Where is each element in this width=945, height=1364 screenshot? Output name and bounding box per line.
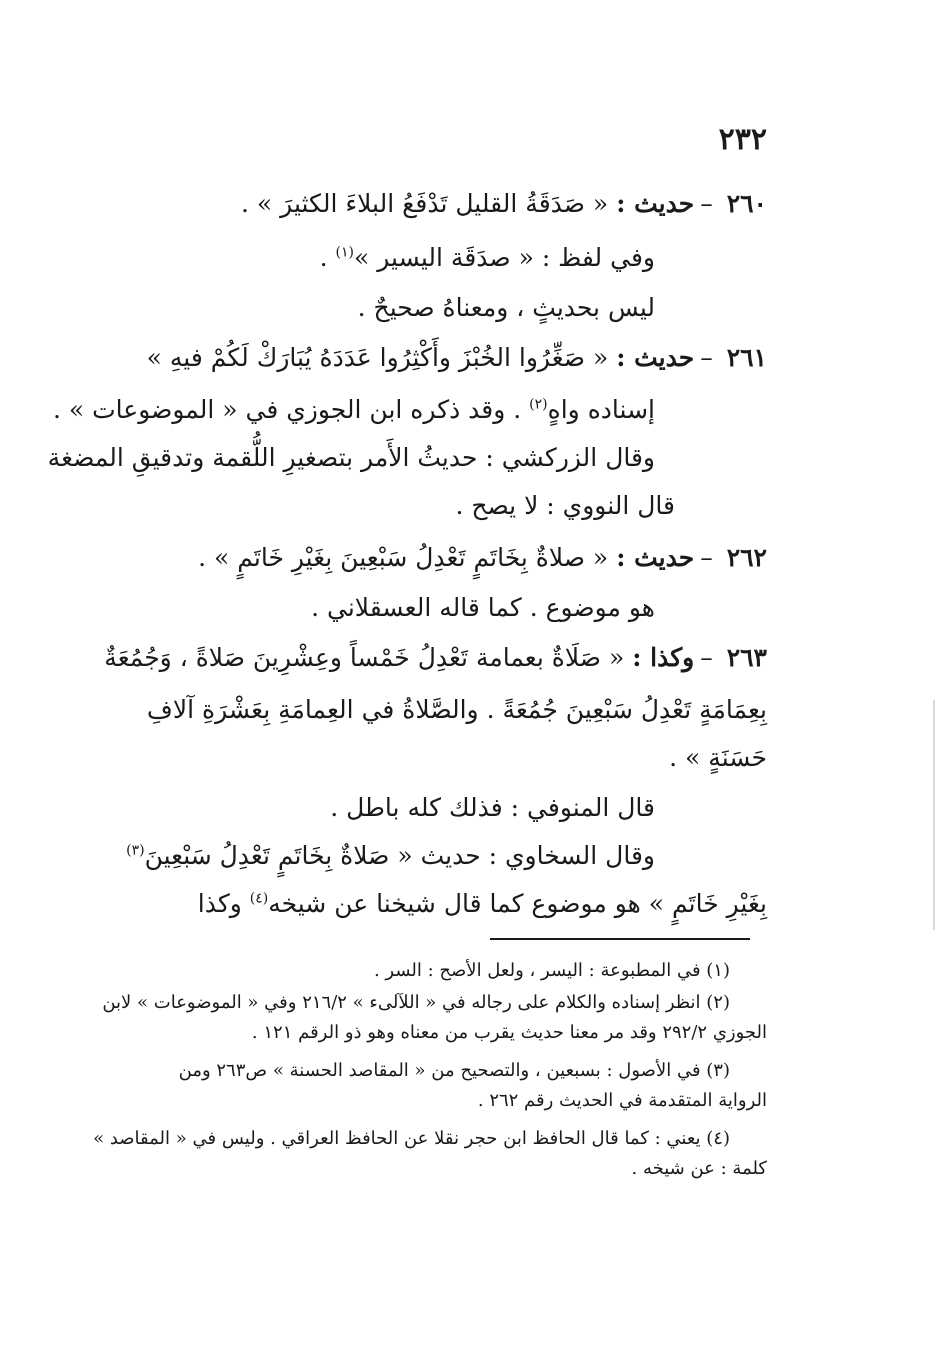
entry-label: حديث : xyxy=(616,543,695,572)
entry-number: ٢٦١ xyxy=(726,343,767,372)
entry-261-heading: ٢٦١–حديث : « صَغِّرُوا الخُبْزَ وأَكْثِرُوا عَدَدَهُ يُبَارَكْ لَكُمْ فيهِ » xyxy=(146,343,767,372)
hadith-text: « صلاةٌ بِخَاتَمٍ تَعْدِلُ سَبْعِينَ بِغَيْرِ خَاتَمٍ » . xyxy=(198,543,609,572)
footnote-ref-1: (١) xyxy=(335,244,354,261)
entry-260-heading: ٢٦٠–حديث : « صَدَقَةُ القليل تَدْفَعُ البلاءَ الكثيرَ » . xyxy=(241,189,767,218)
entry-number: ٢٦٣ xyxy=(726,643,767,672)
footnote-4: (٤) يعني : كما قال الحافظ ابن حجر نقلا عن الحافظ العراقي . وليس في « المقاصد » xyxy=(93,1128,730,1149)
scan-edge-mark xyxy=(933,700,935,930)
entry-label: حديث : xyxy=(616,189,695,218)
footnote-ref-3: (٣) xyxy=(126,842,145,859)
entry-263-heading: ٢٦٣–وكذا : « صَلَاةٌ بعمامة تَعْدِلُ خَمْساً وعِشْرِينَ صَلاةً ، وَجُمُعَةٌ xyxy=(104,643,767,672)
entry-261-isnad: إسناده واهٍ$^{(٢)}$ . وقد ذكره ابن الجوزي في « الموضوعات » . xyxy=(53,395,655,424)
footnote-3-cont: الرواية المتقدمة في الحديث رقم ٢٦٢ . xyxy=(477,1090,767,1111)
entry-260-comment: ليس بحديثٍ ، ومعناهُ صحيحٌ . xyxy=(357,293,655,322)
entry-262-heading: ٢٦٢–حديث : « صلاةٌ بِخَاتَمٍ تَعْدِلُ سَبْعِينَ بِغَيْرِ خَاتَمٍ » . xyxy=(198,543,767,572)
page-number: ٢٣٢ xyxy=(718,122,767,157)
hadith-text: « صَلَاةٌ بعمامة تَعْدِلُ خَمْساً وعِشْرِينَ صَلاةً ، وَجُمُعَةٌ xyxy=(104,643,625,672)
footnote-1: (١) في المطبوعة : اليسر ، ولعل الأصح : السر . xyxy=(373,960,730,981)
entry-label: وكذا : xyxy=(632,643,695,672)
hadith-text: « صَغِّرُوا الخُبْزَ وأَكْثِرُوا عَدَدَهُ يُبَارَكْ لَكُمْ فيهِ » xyxy=(146,343,609,372)
entry-263-continuation: بِعِمَامَةٍ تَعْدِلُ سَبْعِينَ جُمُعَةً . والصَّلاةُ في العِمامَةِ بِعَشْرَةِ آلافِ xyxy=(146,695,767,724)
entry-263-sakhawi: وقال السخاوي : حديث « صَلاةٌ بِخَاتَمٍ تَعْدِلُ سَبْعِينَ$^{(٣)}$ xyxy=(126,841,655,870)
footnote-2-cont: الجوزي ٢٩٢/٢ وقد مر معنا حديث يقرب من معناه وهو ذو الرقم ١٢١ . xyxy=(251,1022,767,1043)
footnote-ref-4: (٤) xyxy=(249,890,269,907)
entry-label: حديث : xyxy=(616,343,695,372)
entry-263-manufi: قال المنوفي : فذلك كله باطل . xyxy=(330,793,655,822)
footnote-3: (٣) في الأصول : بسبعين ، والتصحيح من « المقاصد الحسنة » ص٢٦٣ ومن xyxy=(178,1060,730,1081)
entry-261-nawawi: قال النووي : لا يصح . xyxy=(455,491,675,520)
footnote-2: (٢) انظر إسناده والكلام على رجاله في « اللآلىء » ٢١٦/٢ وفي « الموضوعات » لابن xyxy=(102,992,730,1013)
footnote-4-cont: كلمة : عن شيخه . xyxy=(631,1158,767,1179)
entry-261-zarkashi: وقال الزركشي : حديثُ الأَمر بتصغيرِ اللُّقمة وتدقيقِ المضغة xyxy=(47,443,655,472)
entry-number: ٢٦٢ xyxy=(726,543,767,572)
entry-260-variant: وفي لفظ : « صدَقَة اليسير »$^{(١)}$ . xyxy=(319,243,655,272)
hadith-text: « صَدَقَةُ القليل تَدْفَعُ البلاءَ الكثيرَ » . xyxy=(241,189,609,218)
footnote-separator xyxy=(490,938,750,940)
entry-262-comment: هو موضوع . كما قاله العسقلاني . xyxy=(311,593,655,622)
entry-number: ٢٦٠ xyxy=(726,189,767,218)
entry-263-end: حَسَنَةٍ » . xyxy=(669,743,767,772)
entry-263-sakhawi-cont: بِغَيْرِ خَاتَمٍ » هو موضوع كما قال شيخنا عن شيخه$^{(٤)}$ وكذا xyxy=(197,889,767,918)
footnote-ref-2: (٢) xyxy=(529,396,548,413)
